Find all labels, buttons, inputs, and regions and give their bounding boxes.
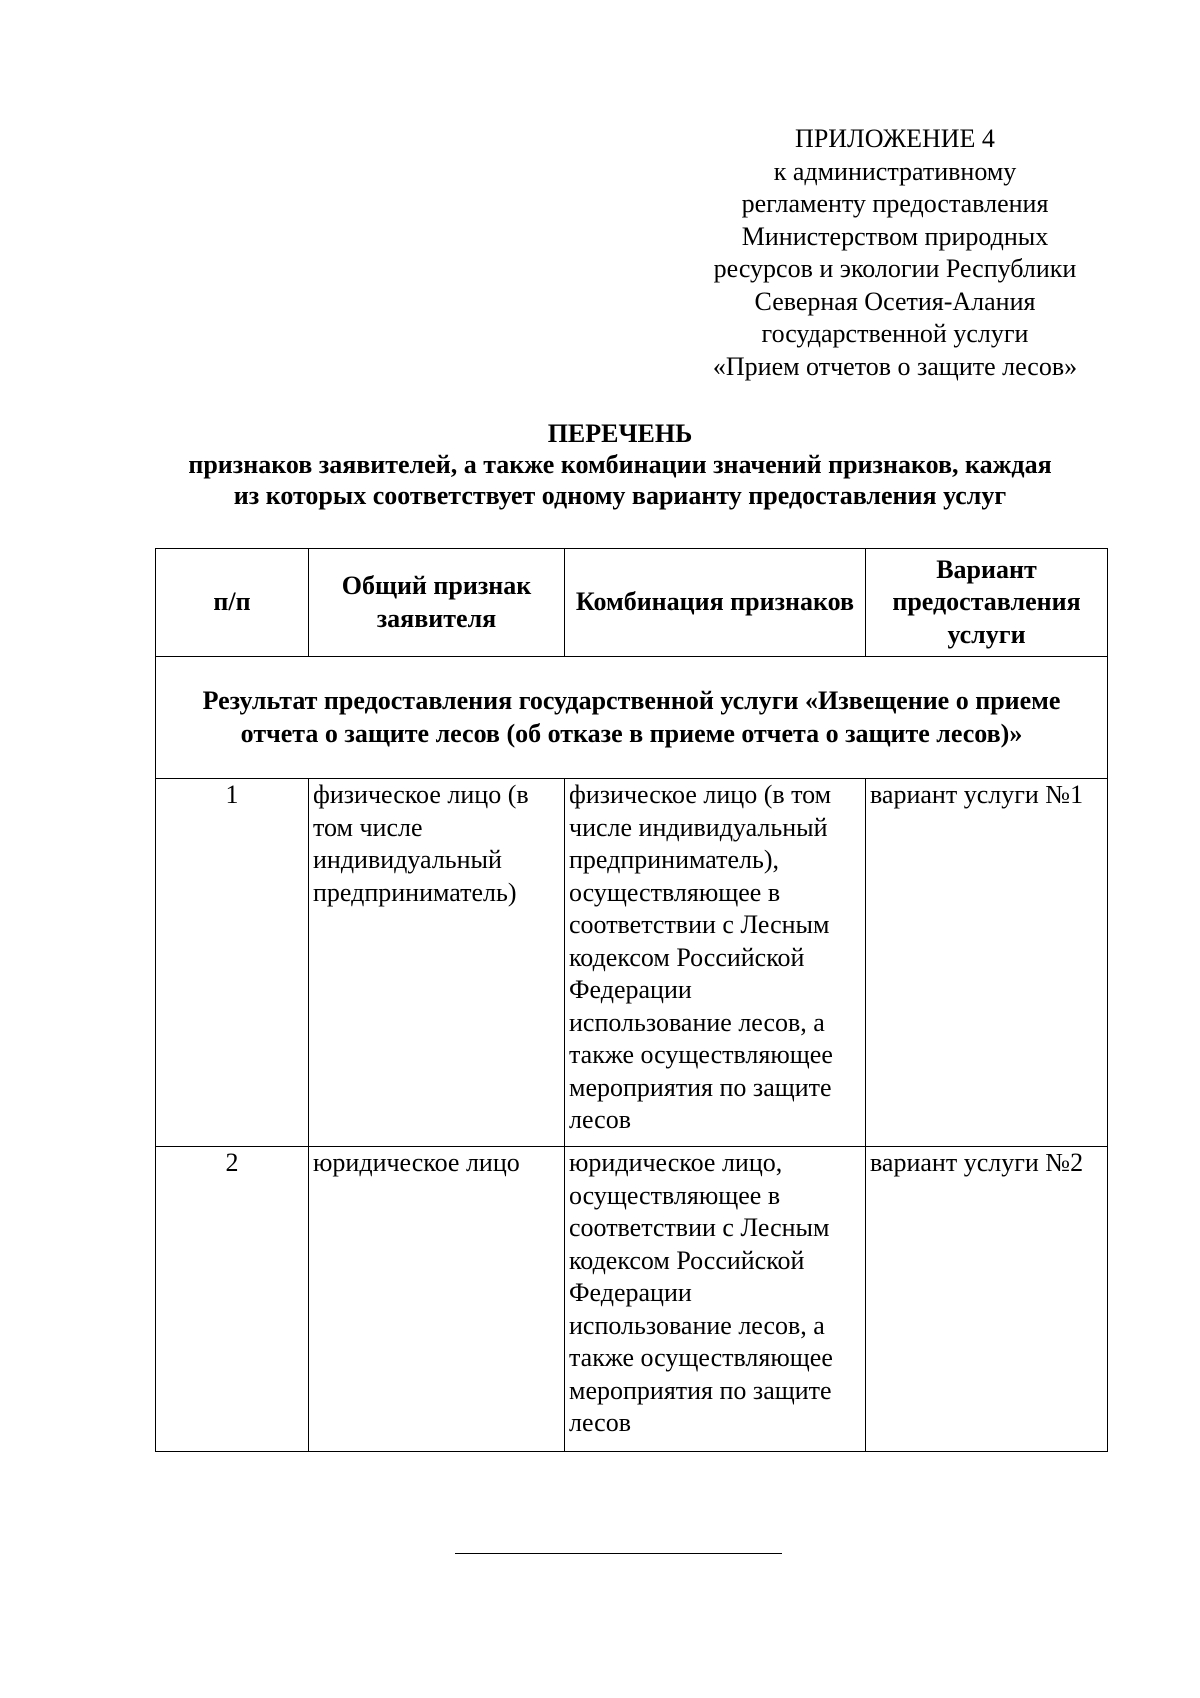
row-num: 2 bbox=[156, 1147, 309, 1452]
row-variant: вариант услуги №1 bbox=[866, 779, 1108, 1147]
appendix-title: ПРИЛОЖЕНИЕ 4 bbox=[795, 124, 995, 153]
criteria-table bbox=[155, 548, 1108, 1452]
table-row bbox=[156, 1147, 1108, 1452]
appendix-block bbox=[680, 123, 1110, 383]
row-combination: физическое лицо (в том числе индивидуальный предприниматель), осуществляющее в соответствии с Лесным кодексом Российской Федерации использование лесов, а также осуществляющее мероприятия по защите лесов bbox=[565, 779, 866, 1147]
appendix-line: государственной услуги bbox=[761, 319, 1029, 348]
appendix-line: ресурсов и экологии Республики bbox=[713, 254, 1077, 283]
document-title: ПЕРЕЧЕНЬ bbox=[547, 419, 693, 448]
header-num: п/п bbox=[156, 549, 309, 657]
table-row bbox=[156, 779, 1108, 1147]
appendix-line: Северная Осетия-Алания bbox=[754, 286, 1036, 316]
section-row bbox=[156, 657, 1108, 779]
header-variant: Вариант предоставления услуги bbox=[866, 549, 1108, 657]
footer-divider bbox=[455, 1553, 782, 1554]
row-variant: вариант услуги №2 bbox=[866, 1147, 1108, 1452]
row-combination: юридическое лицо, осуществляющее в соответствии с Лесным кодексом Российской Федерации использование лесов, а также осуществляющее мероприятия по защите лесов bbox=[565, 1147, 866, 1452]
document-heading bbox=[100, 418, 1140, 511]
document-subtitle-line: из которых соответствует одному варианту предоставления услуг bbox=[233, 481, 1007, 510]
appendix-line: регламенту предоставления bbox=[741, 189, 1049, 218]
row-num: 1 bbox=[156, 779, 309, 1147]
document-subtitle-line: признаков заявителей, а также комбинации значений признаков, каждая bbox=[188, 450, 1052, 479]
section-title: Результат предоставления государственной услуги «Извещение о приеме отчета о защите лесов (об отказе в приеме отчета о защите лесов)» bbox=[156, 657, 1108, 779]
header-feature: Общий признак заявителя bbox=[309, 549, 565, 657]
header-combination: Комбинация признаков bbox=[565, 549, 866, 657]
appendix-line: к административному bbox=[773, 156, 1017, 186]
appendix-line: Министерством природных bbox=[741, 221, 1049, 251]
row-feature: физическое лицо (в том числе индивидуальный предприниматель) bbox=[309, 779, 565, 1147]
row-feature: юридическое лицо bbox=[309, 1147, 565, 1452]
appendix-line: «Прием отчетов о защите лесов» bbox=[712, 351, 1078, 381]
table-header-row bbox=[156, 549, 1108, 657]
